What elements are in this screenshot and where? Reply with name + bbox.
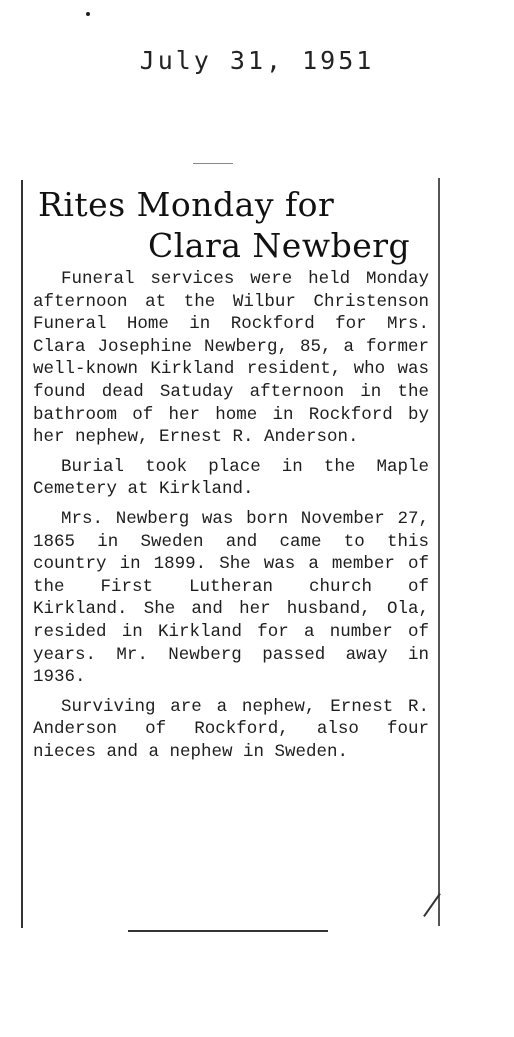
speck-mark <box>86 12 90 16</box>
article-paragraph: Funeral services were held Monday afternoon at the Wilbur Christenson Funeral Home in Rockford for Mrs. Clara Josephine Newberg, 85, a former well-known Kirkland resident, who was found dead Satuday afternoon in the bathroom of her home in Rockford by her nephew, Ernest R. Anderson. <box>33 269 429 448</box>
right-column-rule <box>438 178 440 926</box>
headline-line-2: Clara Newberg <box>148 226 411 265</box>
article-body <box>33 268 429 770</box>
headline-line-1: Rites Monday for <box>38 185 335 224</box>
newspaper-clipping <box>18 160 440 935</box>
top-rule <box>193 163 233 164</box>
article-paragraph: Mrs. Newberg was born November 27, 1865 in Sweden and came to this country in 1899. She was a member of the First Lutheran church of Kirkland. She and her husband, Ola, resided in Kirkland for a number of years. Mr. Newberg passed away in 1936. <box>33 508 429 688</box>
bottom-rule <box>128 930 328 932</box>
clipping-date: July 31, 1951 <box>139 46 375 75</box>
article-paragraph: Burial took place in the Maple Cemetery at Kirkland. <box>33 456 429 500</box>
article-paragraph: Surviving are a nephew, Ernest R. Anderson of Rockford, also four nieces and a nephew in Sweden. <box>33 696 429 762</box>
left-column-rule <box>21 180 23 928</box>
article-headline <box>36 184 436 266</box>
